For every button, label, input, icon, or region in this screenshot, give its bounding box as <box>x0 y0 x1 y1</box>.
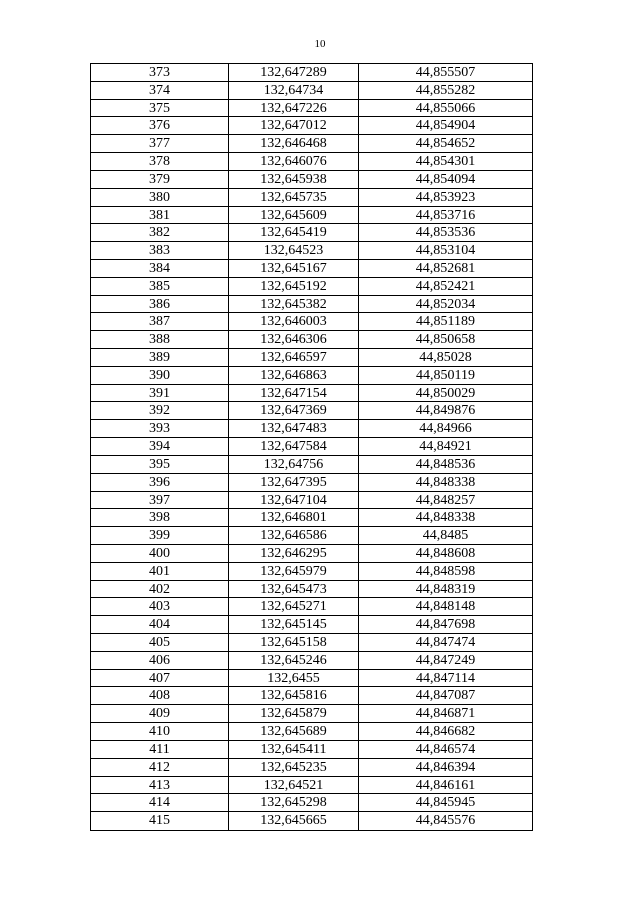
table-row <box>91 581 532 599</box>
table-cell-c2: 132,645235 <box>229 759 359 776</box>
table-cell-c2: 132,645419 <box>229 224 359 241</box>
table-cell-c2: 132,645609 <box>229 207 359 224</box>
table-cell-c2: 132,646468 <box>229 135 359 152</box>
table-cell-c2: 132,646295 <box>229 545 359 562</box>
table-row <box>91 135 532 153</box>
table-cell-c1: 396 <box>91 474 229 491</box>
table-cell-c1: 402 <box>91 581 229 598</box>
table-cell-c1: 387 <box>91 313 229 330</box>
table-cell-c1: 385 <box>91 278 229 295</box>
table-cell-c2: 132,647226 <box>229 100 359 117</box>
table-cell-c2: 132,647395 <box>229 474 359 491</box>
table-cell-c3: 44,854301 <box>415 154 476 170</box>
table-cell-c2: 132,64521 <box>229 777 359 794</box>
table-cell-c1: 373 <box>91 64 229 81</box>
table-cell-c2: 132,647483 <box>229 420 359 437</box>
table-cell-c2: 132,645145 <box>229 616 359 633</box>
table-cell-c3: 44,847087 <box>415 688 476 704</box>
table-cell-c1: 388 <box>91 331 229 348</box>
table-cell-c2: 132,645879 <box>229 705 359 722</box>
table-cell-c3: 44,849876 <box>415 403 476 419</box>
table-cell-c1: 390 <box>91 367 229 384</box>
table-cell-c2: 132,647584 <box>229 438 359 455</box>
table-cell-c3: 44,850119 <box>416 367 475 383</box>
table-cell-c3: 44,848338 <box>415 510 476 526</box>
table-cell-c2: 132,645979 <box>229 563 359 580</box>
table-cell-c3: 44,846394 <box>415 759 476 775</box>
table-cell-c3: 44,855507 <box>415 65 476 80</box>
table-cell-c3: 44,854904 <box>415 118 476 134</box>
table-row <box>91 117 532 135</box>
table-row <box>91 420 532 438</box>
table-cell-c3: 44,854094 <box>415 171 476 187</box>
table-row <box>91 759 532 777</box>
table-row <box>91 509 532 527</box>
table-cell-c2: 132,647154 <box>229 385 359 402</box>
coordinates-table <box>90 63 533 831</box>
table-cell-c3: 44,846682 <box>415 724 476 740</box>
table-cell-c1: 384 <box>91 260 229 277</box>
table-row <box>91 385 532 403</box>
table-cell-c3: 44,855066 <box>415 100 476 116</box>
table-cell-c2: 132,645938 <box>229 171 359 188</box>
table-cell-c3: 44,853536 <box>415 225 476 241</box>
table-cell-c3: 44,853716 <box>415 207 476 223</box>
table-row <box>91 367 532 385</box>
table-cell-c3: 44,847114 <box>416 670 475 686</box>
table-cell-c3: 44,85028 <box>419 350 472 365</box>
table-cell-c3: 44,853923 <box>415 189 476 205</box>
table-cell-c2: 132,647369 <box>229 402 359 419</box>
table-cell-c1: 405 <box>91 634 229 651</box>
table-row <box>91 812 532 830</box>
table-cell-c1: 407 <box>91 670 229 687</box>
table-row <box>91 402 532 420</box>
table-row <box>91 687 532 705</box>
table-row <box>91 278 532 296</box>
table-cell-c1: 395 <box>91 456 229 473</box>
table-cell-c2: 132,647104 <box>229 492 359 509</box>
table-cell-c3: 44,848536 <box>415 456 476 472</box>
table-cell-c3: 44,848338 <box>415 474 476 490</box>
table-cell-c2: 132,647012 <box>229 117 359 134</box>
table-cell-c2: 132,64523 <box>229 242 359 259</box>
table-row <box>91 207 532 225</box>
table-cell-c3: 44,845576 <box>415 813 476 829</box>
table-cell-c3: 44,848148 <box>415 599 476 615</box>
table-cell-c1: 406 <box>91 652 229 669</box>
table-row <box>91 474 532 492</box>
table-cell-c1: 397 <box>91 492 229 509</box>
table-row <box>91 171 532 189</box>
table-cell-c2: 132,646597 <box>229 349 359 366</box>
table-cell-c1: 381 <box>91 207 229 224</box>
table-cell-c2: 132,646863 <box>229 367 359 384</box>
table-cell-c1: 413 <box>91 777 229 794</box>
table-cell-c2: 132,64756 <box>229 456 359 473</box>
table-cell-c2: 132,646801 <box>229 509 359 526</box>
table-cell-c3: 44,847698 <box>415 617 476 633</box>
table-cell-c1: 376 <box>91 117 229 134</box>
table-cell-c3: 44,848319 <box>415 581 476 597</box>
table-row <box>91 563 532 581</box>
table-cell-c2: 132,645167 <box>229 260 359 277</box>
table-cell-c3: 44,84921 <box>419 439 472 455</box>
table-cell-c1: 386 <box>91 296 229 313</box>
table-cell-c3: 44,847249 <box>415 652 476 668</box>
table-cell-c1: 399 <box>91 527 229 544</box>
table-cell-c1: 415 <box>91 812 229 830</box>
table-row <box>91 224 532 242</box>
table-cell-c2: 132,645473 <box>229 581 359 598</box>
table-cell-c2: 132,645689 <box>229 723 359 740</box>
table-cell-c1: 389 <box>91 349 229 366</box>
table-row <box>91 616 532 634</box>
table-row <box>91 64 532 82</box>
table-row <box>91 242 532 260</box>
table-cell-c3: 44,848598 <box>415 563 476 579</box>
table-row <box>91 634 532 652</box>
table-cell-c2: 132,645192 <box>229 278 359 295</box>
table-cell-c2: 132,647289 <box>229 64 359 81</box>
table-cell-c1: 378 <box>91 153 229 170</box>
table-cell-c1: 414 <box>91 794 229 811</box>
table-row <box>91 189 532 207</box>
table-cell-c3: 44,845945 <box>415 795 476 811</box>
table-cell-c2: 132,645271 <box>229 598 359 615</box>
table-cell-c3: 44,852421 <box>415 278 476 294</box>
table-cell-c3: 44,855282 <box>415 82 476 98</box>
table-cell-c1: 408 <box>91 687 229 704</box>
table-cell-c1: 401 <box>91 563 229 580</box>
table-cell-c3: 44,852681 <box>415 260 476 276</box>
table-row <box>91 296 532 314</box>
table-row <box>91 545 532 563</box>
table-cell-c1: 412 <box>91 759 229 776</box>
table-row <box>91 652 532 670</box>
table-cell-c1: 404 <box>91 616 229 633</box>
table-cell-c2: 132,645411 <box>229 741 359 758</box>
table-cell-c1: 398 <box>91 509 229 526</box>
table-cell-c1: 400 <box>91 545 229 562</box>
table-cell-c3: 44,8485 <box>422 528 469 544</box>
table-cell-c2: 132,645816 <box>229 687 359 704</box>
table-cell-c3: 44,846161 <box>415 777 476 793</box>
table-row <box>91 82 532 100</box>
table-cell-c2: 132,645382 <box>229 296 359 313</box>
table-row <box>91 492 532 510</box>
table-cell-c1: 409 <box>91 705 229 722</box>
table-cell-c1: 411 <box>91 741 229 758</box>
table-row <box>91 438 532 456</box>
table-cell-c3: 44,851189 <box>416 314 475 330</box>
table-cell-c2: 132,646003 <box>229 313 359 330</box>
table-cell-c3: 44,847474 <box>415 635 476 650</box>
table-cell-c3: 44,84966 <box>419 421 472 437</box>
table-cell-c1: 393 <box>91 420 229 437</box>
table-cell-c3: 44,852034 <box>415 296 476 312</box>
table-row <box>91 741 532 759</box>
table-row <box>91 153 532 171</box>
table-cell-c1: 394 <box>91 438 229 455</box>
table-cell-c2: 132,64734 <box>229 82 359 99</box>
table-row <box>91 313 532 331</box>
table-row <box>91 349 532 367</box>
table-cell-c1: 403 <box>91 598 229 615</box>
table-cell-c2: 132,646586 <box>229 527 359 544</box>
table-cell-c2: 132,6455 <box>229 670 359 687</box>
table-cell-c1: 374 <box>91 82 229 99</box>
table-cell-c3: 44,850029 <box>415 385 476 401</box>
table-row <box>91 456 532 474</box>
table-cell-c1: 391 <box>91 385 229 402</box>
table-cell-c1: 375 <box>91 100 229 117</box>
table-cell-c2: 132,646306 <box>229 331 359 348</box>
table-cell-c1: 383 <box>91 242 229 259</box>
table-row <box>91 527 532 545</box>
table-row <box>91 331 532 349</box>
table-row <box>91 777 532 795</box>
table-cell-c2: 132,645158 <box>229 634 359 651</box>
table-row <box>91 598 532 616</box>
table-cell-c2: 132,645246 <box>229 652 359 669</box>
table-cell-c3: 44,850658 <box>415 332 476 348</box>
table-cell-c2: 132,645735 <box>229 189 359 206</box>
table-cell-c3: 44,854652 <box>415 136 476 152</box>
table-row <box>91 794 532 812</box>
table-cell-c3: 44,846871 <box>415 706 476 722</box>
table-row <box>91 723 532 741</box>
table-cell-c1: 410 <box>91 723 229 740</box>
table-row <box>91 670 532 688</box>
table-row <box>91 260 532 278</box>
table-cell-c1: 382 <box>91 224 229 241</box>
table-cell-c3: 44,853104 <box>415 243 476 259</box>
table-cell-c1: 377 <box>91 135 229 152</box>
table-cell-c2: 132,646076 <box>229 153 359 170</box>
table-cell-c1: 392 <box>91 402 229 419</box>
page-number: 10 <box>314 38 326 50</box>
table-cell-c1: 380 <box>91 189 229 206</box>
table-row <box>91 100 532 118</box>
table-cell-c3: 44,846574 <box>415 741 476 757</box>
table-cell-c2: 132,645665 <box>229 812 359 830</box>
table-row <box>91 705 532 723</box>
table-cell-c3: 44,848257 <box>415 492 476 508</box>
table-cell-c1: 379 <box>91 171 229 188</box>
table-cell-c2: 132,645298 <box>229 794 359 811</box>
table-cell-c3: 44,848608 <box>415 545 476 561</box>
